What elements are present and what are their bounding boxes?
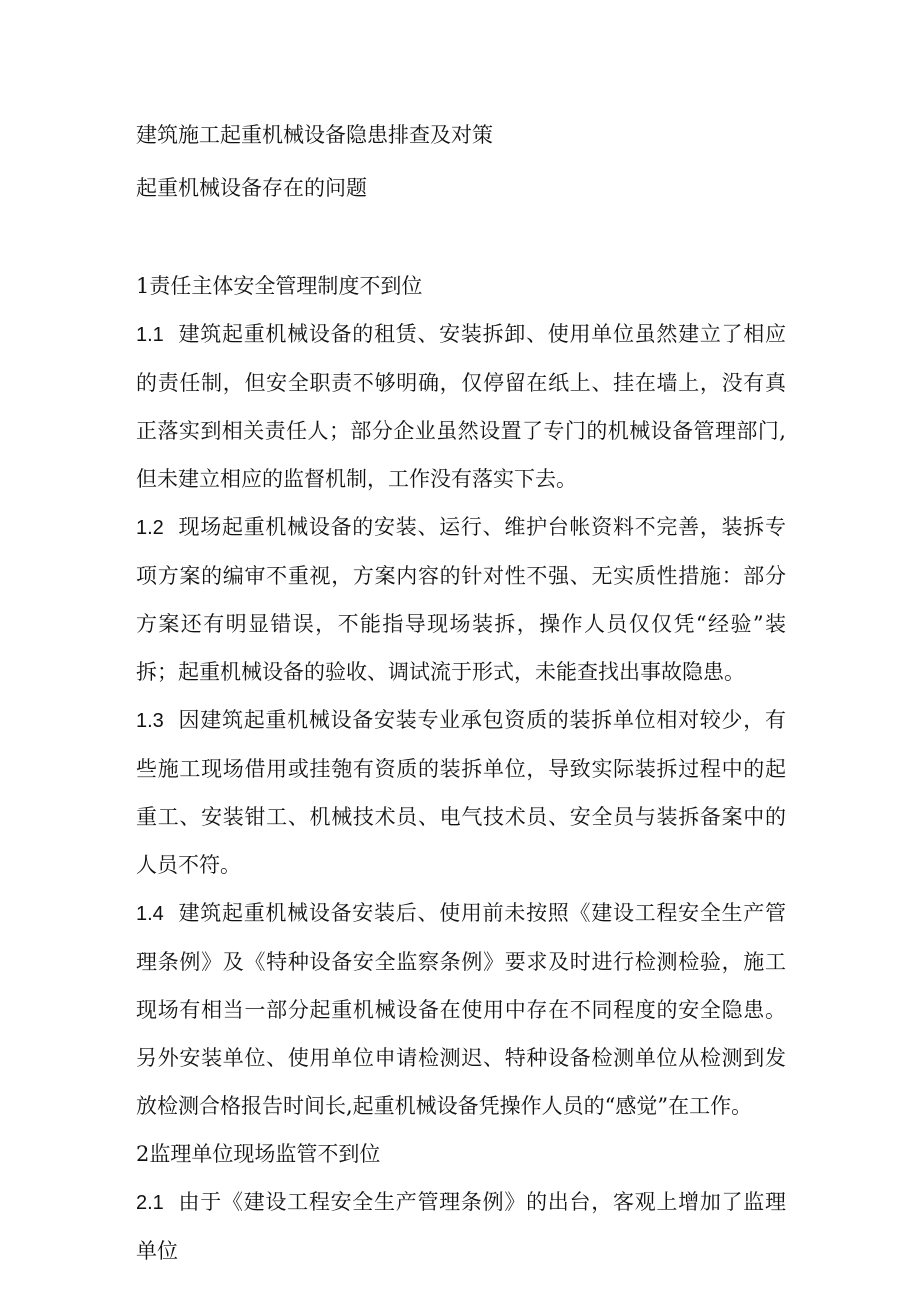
paragraph-text: 因建筑起重机械设备安装专业承包资质的装拆单位相对较少，有些施工现场借用或挂匏有资质的装拆单位，导致实际装拆过程中的起重工、安装钳工、机械技术员、电气技术员、安全员与装拆备案中的人员不符。 — [136, 708, 786, 877]
paragraph-text: 由于《建设工程安全生产管理条例》的出台，客观上增加了监理单位 — [136, 1190, 786, 1263]
paragraph-text: 建筑起重机械设备的租赁、安装拆卸、使用单位虽然建立了相应的责任制，但安全职责不够明确，仅停留在纸上、挂在墙上，没有真正落实到相关责任人；部分企业虽然设置了专门的机械设备管理部门,但未建立相应的监督机制，工作没有落实下去。 — [136, 322, 786, 491]
paragraph-number: 2.1 — [136, 1192, 164, 1214]
paragraph-number: 1.3 — [136, 710, 164, 732]
document-body — [136, 262, 786, 1275]
section-heading-2: 2监理单位现场监管不到位 — [136, 1142, 381, 1166]
paragraph-text: 建筑起重机械设备安装后、使用前未按照《建设工程安全生产管理条例》及《特种设备安全监察条例》要求及时进行检测检验，施工现场有相当一部分起重机械设备在使用中存在不同程度的安全隐患。另外安装单位、使用单位申请检测迟、特种设备检测单位从检测到发放检测合格报告时间长,起重机械设备凭操作人员的“感觉”在工作。 — [136, 901, 786, 1118]
document-title: 建筑施工起重机械设备隐患排查及对策 — [136, 123, 493, 147]
paragraph-1-4 — [136, 889, 786, 1130]
paragraph-1-1 — [136, 310, 786, 503]
paragraph-number: 1.1 — [136, 324, 164, 346]
paragraph-2-1 — [136, 1178, 786, 1275]
section-heading-1: 1责任主体安全管理制度不到位 — [136, 274, 423, 298]
paragraph-number: 1.2 — [136, 517, 164, 539]
paragraph-text: 现场起重机械设备的安装、运行、维护台帐资料不完善，装拆专项方案的编审不重视，方案内容的针对性不强、无实质性措施：部分方案还有明显错误，不能指导现场装拆，操作人员仅仅凭“经验”装拆；起重机械设备的验收、调试流于形式，未能查找出事故隐患。 — [136, 515, 786, 684]
paragraph-1-2 — [136, 503, 786, 696]
document-subtitle: 起重机械设备存在的问题 — [136, 176, 367, 200]
paragraph-number: 1.4 — [136, 903, 164, 925]
paragraph-1-3 — [136, 696, 786, 889]
